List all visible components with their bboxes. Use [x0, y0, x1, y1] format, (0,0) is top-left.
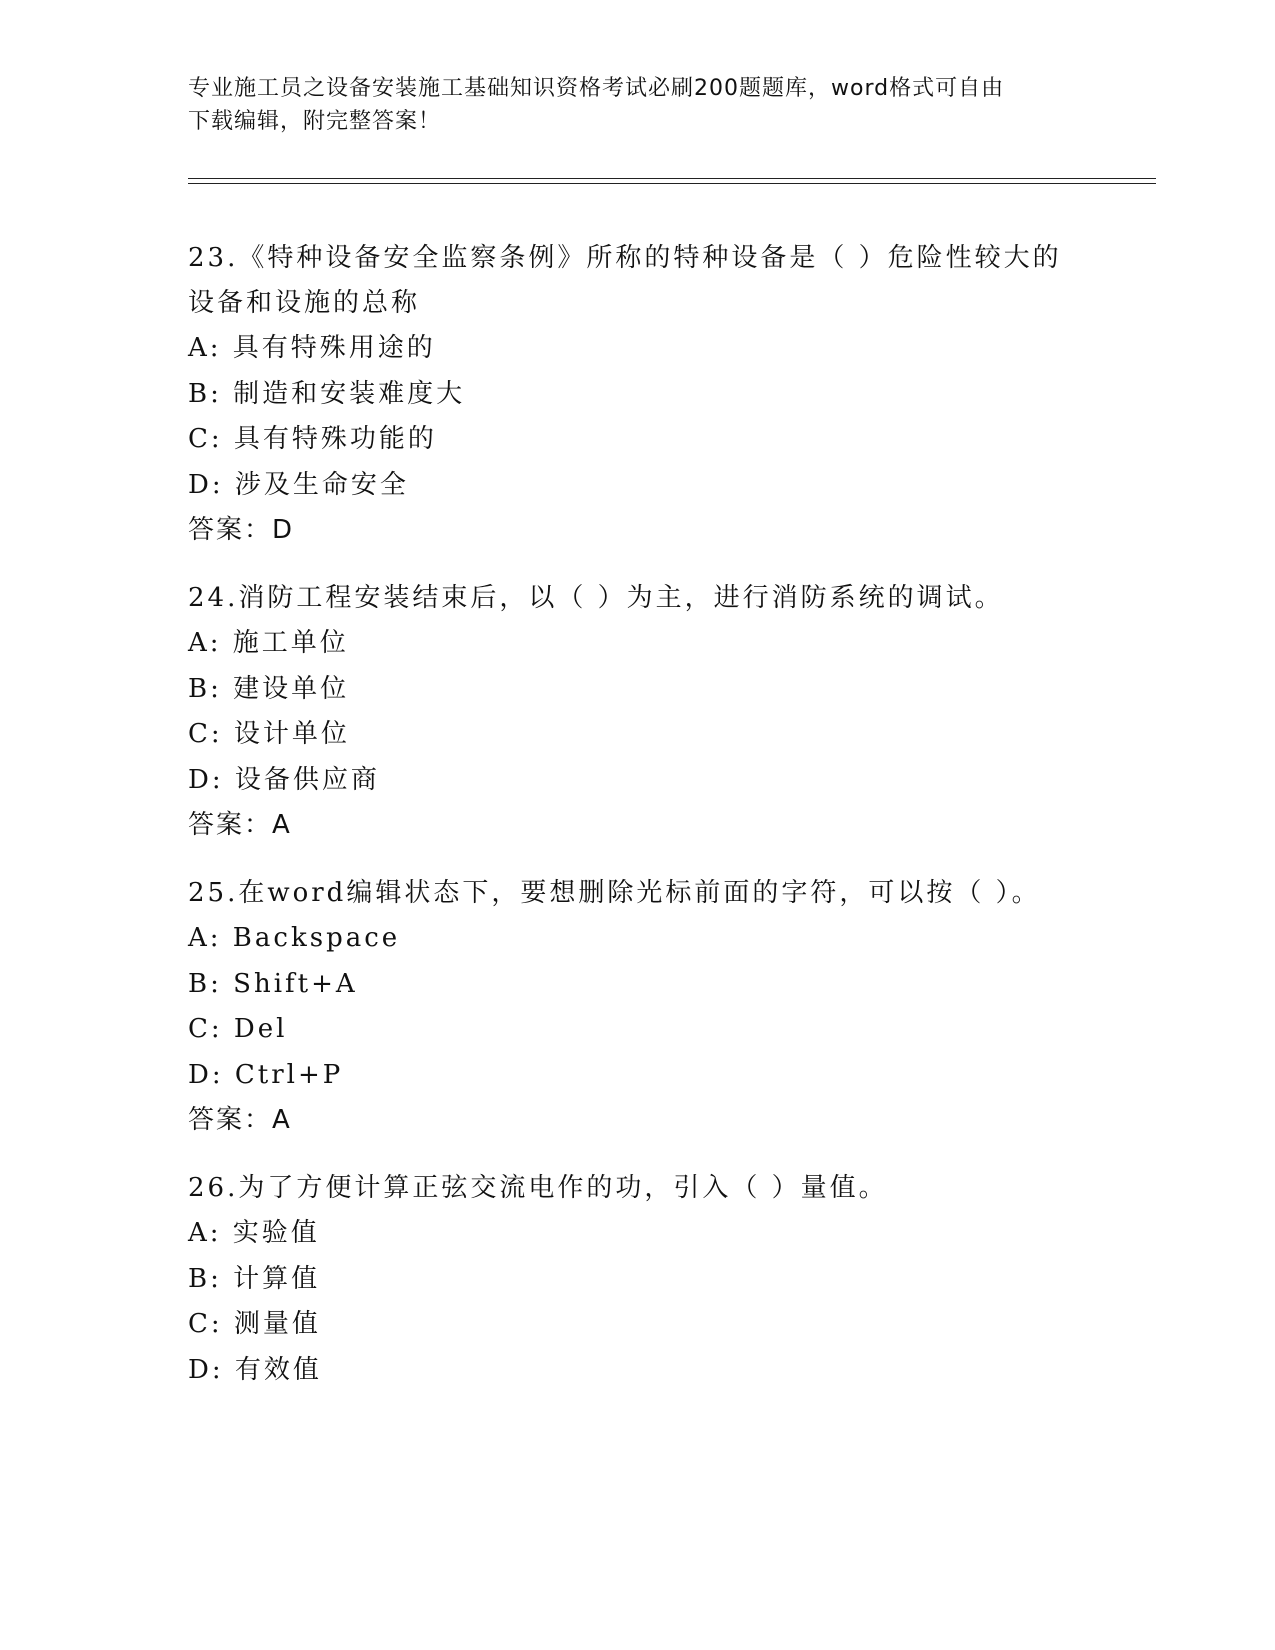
answer: 答案：D	[188, 515, 295, 545]
document-header	[188, 72, 1078, 138]
option-d: D: Ctrl+P	[188, 1059, 344, 1090]
option-c: C: 具有特殊功能的	[188, 424, 437, 454]
question-stem: 25.在word编辑状态下，要想删除光标前面的字符，可以按（ ）。	[188, 878, 1041, 908]
header-divider-top	[188, 178, 1156, 179]
option-a: A: 施工单位	[188, 628, 349, 658]
option-d: D: 设备供应商	[188, 764, 380, 795]
option-b: B: 计算值	[188, 1263, 321, 1294]
header-line-1: 专业施工员之设备安装施工基础知识资格考试必刷200题题库，word格式可自由	[188, 76, 1005, 101]
option-b: B: 制造和安装难度大	[188, 378, 466, 409]
header-divider-bottom	[188, 183, 1156, 184]
question-stem: 26.为了方便计算正弦交流电作的功，引入（ ）量值。	[188, 1173, 888, 1203]
option-c: C: Del	[188, 1014, 288, 1044]
option-b: B: 建设单位	[188, 673, 350, 704]
option-a: A: 具有特殊用途的	[188, 333, 436, 363]
option-b: B: Shift+A	[188, 968, 358, 999]
header-line-2: 下载编辑，附完整答案！	[188, 109, 442, 134]
question-24	[188, 576, 1088, 848]
option-c: C: 设计单位	[188, 719, 350, 749]
answer: 答案：A	[188, 1105, 292, 1135]
question-23	[188, 236, 1088, 553]
question-list	[188, 236, 1088, 1416]
answer: 答案：A	[188, 810, 292, 840]
question-26	[188, 1166, 1088, 1393]
question-stem: 23.《特种设备安全监察条例》所称的特种设备是（ ）危险性较大的	[188, 243, 1062, 273]
option-d: D: 有效值	[188, 1354, 322, 1385]
question-stem-continued: 设备和设施的总称	[188, 288, 421, 318]
question-25	[188, 871, 1088, 1143]
question-stem: 24.消防工程安装结束后，以（ ）为主，进行消防系统的调试。	[188, 583, 1004, 613]
option-a: A: 实验值	[188, 1218, 320, 1248]
option-a: A: Backspace	[188, 923, 401, 953]
option-c: C: 测量值	[188, 1309, 321, 1339]
option-d: D: 涉及生命安全	[188, 469, 409, 500]
